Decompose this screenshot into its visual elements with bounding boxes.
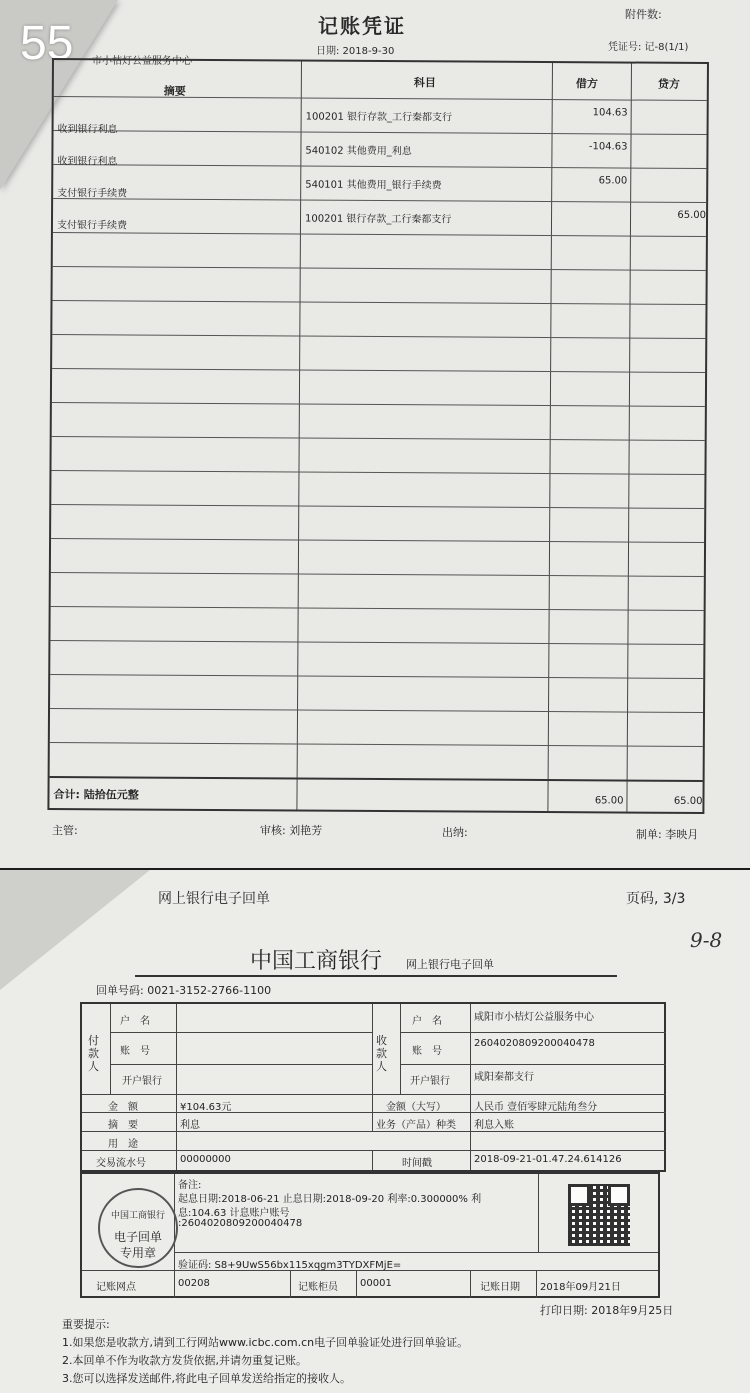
row-3-subject: 540101 其他费用_银行手续费 — [305, 179, 442, 192]
row-2-debit: -104.63 — [588, 141, 628, 153]
remark-line-1: 起息日期:2018-06-21 止息日期:2018-09-20 利率:0.300000% 利 — [178, 1194, 482, 1205]
total-debit: 65.00 — [594, 795, 624, 807]
row-4-summary: 支付银行手续费 — [56, 220, 128, 232]
row-2-subject: 540102 其他费用_利息 — [305, 145, 412, 158]
company-name: 市小桔灯公益服务中心 — [92, 56, 192, 67]
payer-name-label: 户 名 — [120, 1016, 150, 1027]
payer-bank-label: 开户银行 — [122, 1076, 162, 1087]
row-3-debit: 65.00 — [598, 175, 628, 187]
payee-name-label: 户 名 — [412, 1016, 442, 1027]
verify-code: 验证码: S8+9UwS56bx115xqgm3TYDXFMjE= — [178, 1260, 402, 1271]
header-subject: 科目 — [413, 76, 436, 90]
voucher-title: 记账凭证 — [318, 14, 406, 38]
voucher-number: 凭证号: 记-8(1/1) — [608, 42, 689, 53]
page-fold — [0, 870, 150, 990]
date-label: 记账日期 — [480, 1282, 520, 1293]
bank-stamp — [98, 1188, 178, 1268]
amount-value: ¥104.63元 — [180, 1102, 232, 1113]
attachment-count-label: 附件数: — [625, 8, 662, 21]
summary-label: 摘 要 — [108, 1120, 138, 1131]
row-4-subject: 100201 银行存款_工行秦都支行 — [304, 213, 452, 226]
payee-account-label: 账 号 — [412, 1046, 442, 1057]
title-underline — [135, 975, 617, 977]
timestamp-value: 2018-09-21-01.47.24.614126 — [474, 1154, 622, 1165]
bank-receipt — [0, 870, 750, 1393]
total-credit: 65.00 — [673, 795, 703, 807]
note-3: 3.您可以选择发送邮件,将此电子回单发送给指定的接收人。 — [62, 1372, 351, 1385]
payee-bank-label: 开户银行 — [410, 1076, 450, 1087]
preparer-label: 制单: 李映月 — [636, 828, 699, 841]
serial-label: 交易流水号 — [96, 1158, 146, 1169]
row-3-summary: 支付银行手续费 — [57, 188, 128, 200]
teller-value: 00001 — [360, 1278, 392, 1289]
stamp-line-2: 电子回单 — [113, 1230, 162, 1244]
header-summary: 摘要 — [163, 84, 186, 98]
notes-title: 重要提示: — [62, 1318, 110, 1331]
photo-number: 55 — [20, 17, 74, 70]
bank-name: 中国工商银行 — [250, 949, 383, 974]
payee-name: 咸阳市小桔灯公益服务中心 — [474, 1012, 594, 1023]
branch-value: 00208 — [178, 1278, 210, 1289]
branch-label: 记账网点 — [96, 1282, 136, 1293]
voucher-table — [47, 58, 709, 814]
column-divider — [296, 62, 302, 810]
row-2-summary: 收到银行利息 — [57, 156, 118, 168]
teller-label: 记账柜员 — [298, 1282, 338, 1293]
serial-value: 00000000 — [180, 1154, 231, 1165]
date-value: 2018年09月21日 — [540, 1282, 621, 1293]
amount-cn-value: 人民币 壹佰零肆元陆角叁分 — [474, 1102, 598, 1113]
header-debit: 借方 — [575, 77, 598, 91]
cashier-label: 出纳: — [442, 826, 468, 839]
purpose-label: 用 途 — [108, 1139, 138, 1150]
row-1-summary: 收到银行利息 — [57, 124, 118, 136]
page-indicator: 页码, 3/3 — [626, 891, 686, 907]
amount-cn-label: 金额（大写） — [386, 1102, 446, 1113]
remark-line-3: :2604020809200040478 — [178, 1218, 303, 1229]
qr-code-icon — [568, 1184, 630, 1246]
payer-label: 付款人 — [88, 1034, 99, 1073]
receipt-table — [80, 1002, 666, 1172]
payee-account: 2604020809200040478 — [474, 1038, 595, 1049]
note-2: 2.本回单不作为收款方发货依据,并请勿重复记账。 — [62, 1354, 307, 1367]
payee-bank: 咸阳秦都支行 — [474, 1072, 534, 1083]
handwritten-note: 9-8 — [690, 928, 723, 952]
voucher-date: 日期: 2018-9-30 — [316, 46, 395, 57]
biz-type-value: 利息入账 — [474, 1120, 514, 1131]
receipt-subtitle: 网上银行电子回单 — [406, 958, 494, 971]
stamp-bank-name: 中国工商银行 — [110, 1211, 165, 1221]
receipt-header: 网上银行电子回单 — [158, 891, 270, 907]
row-4-credit: 65.00 — [677, 209, 707, 221]
total-label: 合计: 陆拾伍元整 — [53, 788, 139, 802]
amount-label: 金 额 — [108, 1102, 138, 1113]
summary-value: 利息 — [180, 1120, 200, 1131]
stamp-line-3: 专用章 — [119, 1246, 156, 1260]
auditor-label: 审核: 刘艳芳 — [260, 824, 323, 837]
row-1-debit: 104.63 — [592, 107, 628, 119]
receipt-number: 回单号码: 0021-3152-2766-1100 — [96, 984, 272, 997]
supervisor-label: 主管: — [52, 824, 78, 837]
biz-type-label: 业务（产品）种类 — [376, 1120, 456, 1131]
remark-box — [80, 1172, 660, 1298]
remark-line-2: 息:104.63 计息账户账号 — [178, 1208, 290, 1219]
payee-label: 收款人 — [376, 1034, 387, 1073]
row-1-subject: 100201 银行存款_工行秦都支行 — [305, 111, 453, 124]
print-date: 打印日期: 2018年9月25日 — [540, 1304, 674, 1317]
note-1: 1.如果您是收款方,请到工行网站www.icbc.com.cn电子回单验证处进行回单验证。 — [62, 1336, 469, 1349]
column-divider — [547, 63, 553, 811]
header-credit: 贷方 — [657, 77, 680, 91]
remark-title: 备注: — [178, 1180, 202, 1191]
payer-account-label: 账 号 — [120, 1046, 150, 1057]
timestamp-label: 时间戳 — [402, 1158, 432, 1169]
